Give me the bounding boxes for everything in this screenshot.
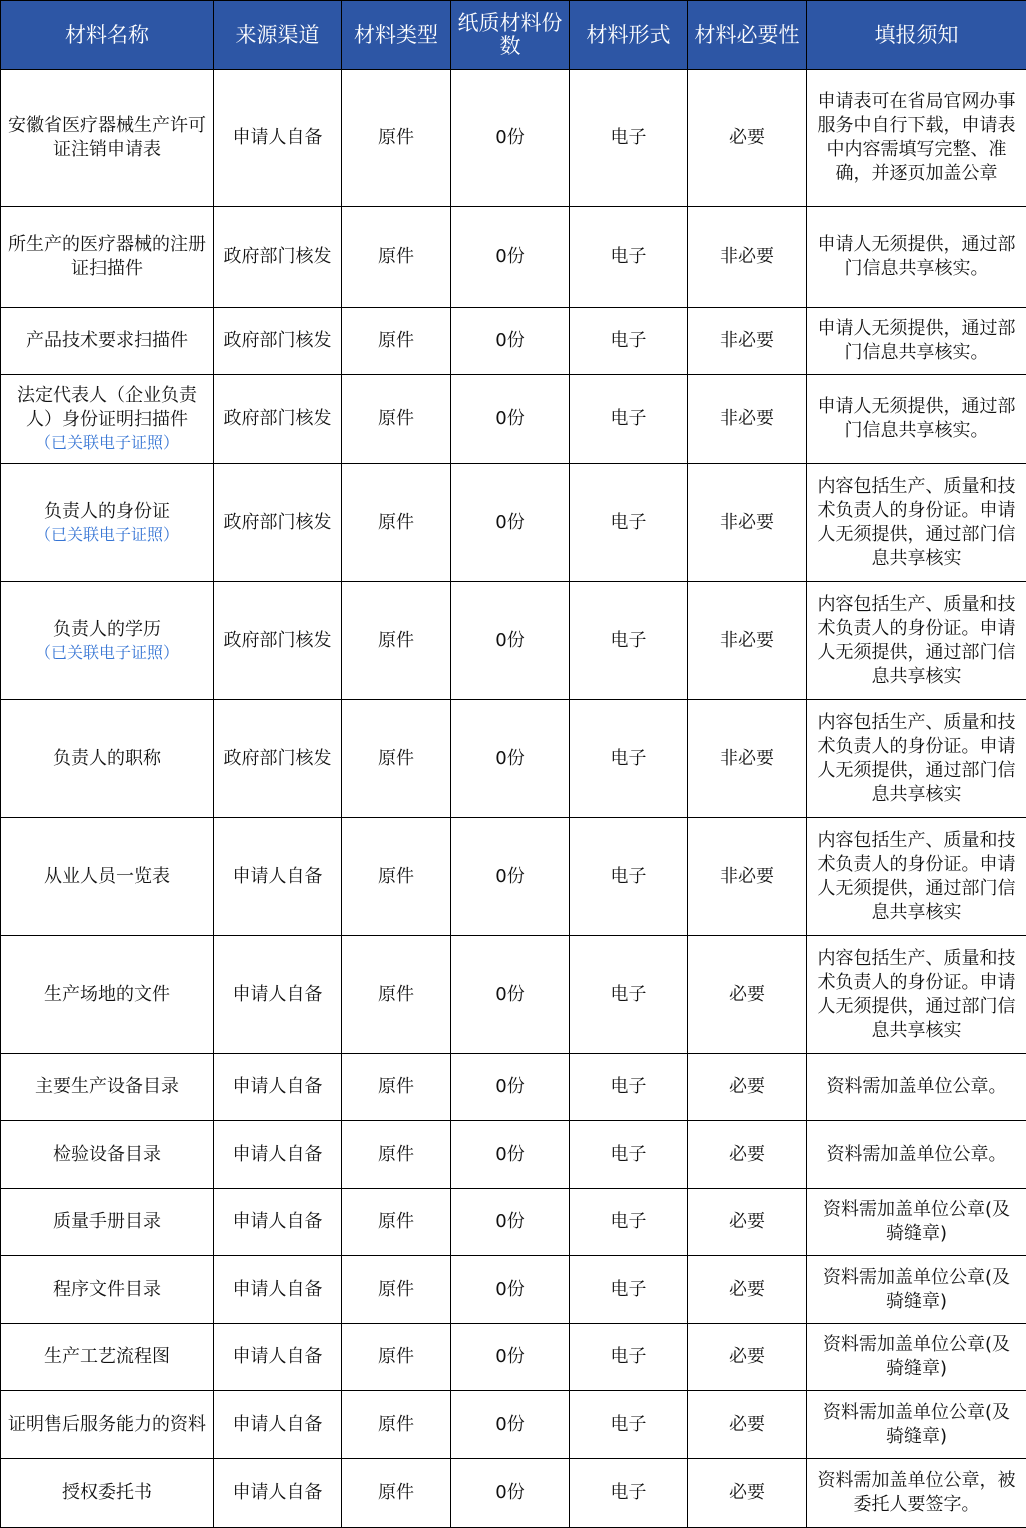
material-name: 产品技术要求扫描件 (26, 330, 188, 351)
source-cell: 申请人自备 (214, 818, 342, 936)
filing-notice-cell: 资料需加盖单位公章。 (807, 1121, 1026, 1189)
table-row (1, 582, 1026, 700)
table-row (1, 375, 1026, 464)
material-type-cell: 原件 (342, 375, 451, 464)
material-type-cell: 原件 (342, 207, 451, 308)
filing-notice-cell: 资料需加盖单位公章(及骑缝章) (807, 1391, 1026, 1459)
paper-copies-cell: 0份 (451, 582, 570, 700)
material-type-cell: 原件 (342, 464, 451, 582)
filing-notice-cell: 内容包括生产、质量和技术负责人的身份证。申请人无须提供，通过部门信息共享核实 (807, 700, 1026, 818)
header-material-form: 材料形式 (570, 1, 688, 70)
material-name-cell (1, 1324, 214, 1391)
material-name: 安徽省医疗器械生产许可证注销申请表 (8, 115, 206, 160)
paper-copies-cell: 0份 (451, 375, 570, 464)
paper-copies-cell: 0份 (451, 70, 570, 207)
material-type-cell: 原件 (342, 818, 451, 936)
material-name: 法定代表人（企业负责人）身份证明扫描件 (17, 385, 197, 430)
source-cell: 申请人自备 (214, 1054, 342, 1121)
linked-e-license-link[interactable]: （已关联电子证照） (5, 524, 209, 546)
filing-notice-cell: 资料需加盖单位公章(及骑缝章) (807, 1256, 1026, 1324)
header-material-name: 材料名称 (1, 1, 214, 70)
material-name: 从业人员一览表 (44, 866, 170, 887)
source-cell: 政府部门核发 (214, 207, 342, 308)
filing-notice-cell: 申请人无须提供，通过部门信息共享核实。 (807, 375, 1026, 464)
header-source: 来源渠道 (214, 1, 342, 70)
paper-copies-cell: 0份 (451, 1256, 570, 1324)
header-necessity: 材料必要性 (688, 1, 807, 70)
paper-copies-cell: 0份 (451, 1054, 570, 1121)
table-row (1, 1054, 1026, 1121)
source-cell: 申请人自备 (214, 1256, 342, 1324)
source-cell: 申请人自备 (214, 70, 342, 207)
source-cell: 政府部门核发 (214, 464, 342, 582)
paper-copies-cell: 0份 (451, 464, 570, 582)
filing-notice-cell: 资料需加盖单位公章(及骑缝章) (807, 1189, 1026, 1256)
source-cell: 政府部门核发 (214, 700, 342, 818)
filing-notice-cell: 内容包括生产、质量和技术负责人的身份证。申请人无须提供，通过部门信息共享核实 (807, 936, 1026, 1054)
necessity-cell: 非必要 (688, 375, 807, 464)
material-name-cell (1, 936, 214, 1054)
material-name-cell (1, 207, 214, 308)
paper-copies-cell: 0份 (451, 207, 570, 308)
table-row (1, 936, 1026, 1054)
material-form-cell: 电子 (570, 1391, 688, 1459)
material-type-cell: 原件 (342, 582, 451, 700)
material-form-cell: 电子 (570, 818, 688, 936)
source-cell: 申请人自备 (214, 936, 342, 1054)
material-form-cell: 电子 (570, 1256, 688, 1324)
source-cell: 政府部门核发 (214, 582, 342, 700)
material-name: 负责人的职称 (53, 748, 161, 769)
material-type-cell: 原件 (342, 70, 451, 207)
paper-copies-cell: 0份 (451, 1391, 570, 1459)
table-body (1, 70, 1026, 1528)
material-name-cell (1, 375, 214, 464)
table-row (1, 1459, 1026, 1528)
table-row (1, 1324, 1026, 1391)
necessity-cell: 非必要 (688, 207, 807, 308)
material-name: 负责人的身份证 (44, 501, 170, 522)
paper-copies-cell: 0份 (451, 936, 570, 1054)
material-type-cell: 原件 (342, 1189, 451, 1256)
necessity-cell: 非必要 (688, 308, 807, 375)
necessity-cell: 必要 (688, 1324, 807, 1391)
filing-notice-cell: 申请人无须提供，通过部门信息共享核实。 (807, 308, 1026, 375)
material-form-cell: 电子 (570, 308, 688, 375)
paper-copies-cell: 0份 (451, 818, 570, 936)
necessity-cell: 非必要 (688, 818, 807, 936)
material-type-cell: 原件 (342, 308, 451, 375)
table-row (1, 1391, 1026, 1459)
material-name-cell (1, 1054, 214, 1121)
necessity-cell: 非必要 (688, 700, 807, 818)
filing-notice-cell: 资料需加盖单位公章，被委托人要签字。 (807, 1459, 1026, 1528)
header-filing-notice: 填报须知 (807, 1, 1026, 70)
material-name: 证明售后服务能力的资料 (8, 1414, 206, 1435)
material-type-cell: 原件 (342, 1324, 451, 1391)
material-type-cell: 原件 (342, 1054, 451, 1121)
table-row (1, 308, 1026, 375)
material-form-cell: 电子 (570, 1121, 688, 1189)
table-row (1, 207, 1026, 308)
material-name-cell (1, 1459, 214, 1528)
necessity-cell: 必要 (688, 936, 807, 1054)
material-type-cell: 原件 (342, 936, 451, 1054)
filing-notice-cell: 资料需加盖单位公章。 (807, 1054, 1026, 1121)
necessity-cell: 必要 (688, 1054, 807, 1121)
necessity-cell: 必要 (688, 1256, 807, 1324)
material-name-cell (1, 1391, 214, 1459)
linked-e-license-link[interactable]: （已关联电子证照） (5, 432, 209, 454)
material-form-cell: 电子 (570, 375, 688, 464)
material-name-cell (1, 1256, 214, 1324)
material-type-cell: 原件 (342, 1459, 451, 1528)
linked-e-license-link[interactable]: （已关联电子证照） (5, 642, 209, 664)
material-name-cell (1, 70, 214, 207)
table-row (1, 1121, 1026, 1189)
material-type-cell: 原件 (342, 700, 451, 818)
material-form-cell: 电子 (570, 582, 688, 700)
source-cell: 政府部门核发 (214, 308, 342, 375)
table-row (1, 1189, 1026, 1256)
material-name: 主要生产设备目录 (35, 1076, 179, 1097)
paper-copies-cell: 0份 (451, 700, 570, 818)
filing-notice-cell: 申请人无须提供，通过部门信息共享核实。 (807, 207, 1026, 308)
material-name: 授权委托书 (62, 1482, 152, 1503)
material-name-cell (1, 818, 214, 936)
material-name-cell (1, 582, 214, 700)
necessity-cell: 必要 (688, 1459, 807, 1528)
material-form-cell: 电子 (570, 1054, 688, 1121)
material-name: 程序文件目录 (53, 1279, 161, 1300)
material-name: 负责人的学历 (53, 619, 161, 640)
source-cell: 政府部门核发 (214, 375, 342, 464)
necessity-cell: 必要 (688, 1189, 807, 1256)
table-row (1, 70, 1026, 207)
material-name: 检验设备目录 (53, 1144, 161, 1165)
source-cell: 申请人自备 (214, 1121, 342, 1189)
material-name: 生产场地的文件 (44, 984, 170, 1005)
source-cell: 申请人自备 (214, 1324, 342, 1391)
filing-notice-cell: 申请表可在省局官网办事服务中自行下载，申请表中内容需填写完整、准确，并逐页加盖公章 (807, 70, 1026, 207)
material-name-cell (1, 464, 214, 582)
filing-notice-cell: 内容包括生产、质量和技术负责人的身份证。申请人无须提供，通过部门信息共享核实 (807, 464, 1026, 582)
material-name-cell (1, 700, 214, 818)
material-form-cell: 电子 (570, 1189, 688, 1256)
paper-copies-cell: 0份 (451, 1324, 570, 1391)
filing-notice-cell: 内容包括生产、质量和技术负责人的身份证。申请人无须提供，通过部门信息共享核实 (807, 818, 1026, 936)
necessity-cell: 非必要 (688, 464, 807, 582)
table-row (1, 818, 1026, 936)
necessity-cell: 必要 (688, 1391, 807, 1459)
material-name: 所生产的医疗器械的注册证扫描件 (8, 234, 206, 279)
material-form-cell: 电子 (570, 1324, 688, 1391)
source-cell: 申请人自备 (214, 1189, 342, 1256)
table-row (1, 700, 1026, 818)
material-form-cell: 电子 (570, 207, 688, 308)
material-type-cell: 原件 (342, 1391, 451, 1459)
necessity-cell: 必要 (688, 70, 807, 207)
material-form-cell: 电子 (570, 1459, 688, 1528)
material-form-cell: 电子 (570, 464, 688, 582)
table-row (1, 464, 1026, 582)
material-name: 生产工艺流程图 (44, 1346, 170, 1367)
necessity-cell: 必要 (688, 1121, 807, 1189)
necessity-cell: 非必要 (688, 582, 807, 700)
material-name: 质量手册目录 (53, 1211, 161, 1232)
material-form-cell: 电子 (570, 70, 688, 207)
filing-notice-cell: 资料需加盖单位公章(及骑缝章) (807, 1324, 1026, 1391)
material-name-cell (1, 308, 214, 375)
material-form-cell: 电子 (570, 700, 688, 818)
material-name-cell (1, 1189, 214, 1256)
paper-copies-cell: 0份 (451, 1121, 570, 1189)
paper-copies-cell: 0份 (451, 1459, 570, 1528)
material-type-cell: 原件 (342, 1256, 451, 1324)
paper-copies-cell: 0份 (451, 1189, 570, 1256)
header-paper-copies: 纸质材料份数 (451, 1, 570, 70)
table-row (1, 1256, 1026, 1324)
material-form-cell: 电子 (570, 936, 688, 1054)
header-material-type: 材料类型 (342, 1, 451, 70)
material-type-cell: 原件 (342, 1121, 451, 1189)
paper-copies-cell: 0份 (451, 308, 570, 375)
material-name-cell (1, 1121, 214, 1189)
source-cell: 申请人自备 (214, 1391, 342, 1459)
filing-notice-cell: 内容包括生产、质量和技术负责人的身份证。申请人无须提供，通过部门信息共享核实 (807, 582, 1026, 700)
header-row (1, 1, 1026, 70)
source-cell: 申请人自备 (214, 1459, 342, 1528)
